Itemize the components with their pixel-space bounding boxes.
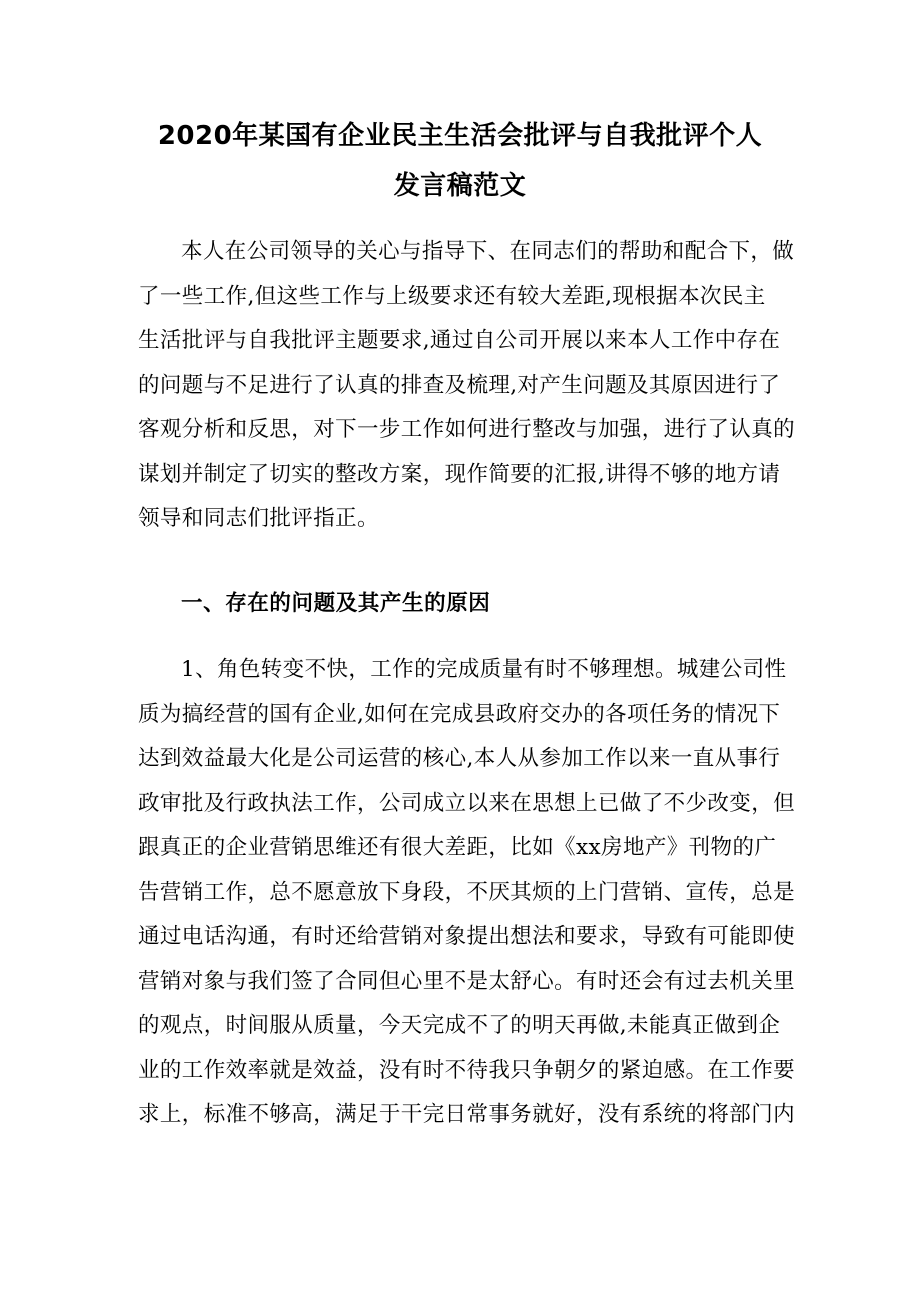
point-1-line: 跟真正的企业营销思维还有很大差距，比如《xx房地产》刊物的广 bbox=[138, 835, 777, 860]
point-1-line: 达到效益最大化是公司运营的核心,本人从参加工作以来一直从事行 bbox=[138, 746, 781, 771]
intro-line: 的问题与不足进行了认真的排查及梳理,对产生问题及其原因进行了 bbox=[138, 372, 781, 398]
point-1-line: 1、角色转变不快，工作的完成质量有时不够理想。城建公司性 bbox=[181, 657, 787, 682]
point-1-line: 通过电话沟通，有时还给营销对象提出想法和要求，导致有可能即使 bbox=[138, 924, 796, 949]
point-1-line: 告营销工作，总不愿意放下身段，不厌其烦的上门营销、宣传，总是 bbox=[138, 879, 796, 905]
intro-line: 生活批评与自我批评主题要求,通过自公司开展以来本人工作中存在 bbox=[138, 328, 781, 353]
intro-line: 领导和同志们批评指正。 bbox=[138, 506, 379, 531]
point-1-line: 政审批及行政执法工作，公司成立以来在思想上已做了不少改变，但 bbox=[138, 790, 796, 816]
document-title-line-2: 发言稿范文 bbox=[393, 171, 527, 201]
intro-paragraph bbox=[138, 230, 796, 542]
point-1-line: 质为搞经营的国有企业,如何在完成县政府交办的各项任务的情况下 bbox=[138, 701, 781, 727]
point-1-paragraph bbox=[138, 648, 796, 1138]
point-1-line: 求上，标准不够高，满足于干完日常事务就好，没有系统的将部门内 bbox=[138, 1102, 796, 1127]
intro-line: 谋划并制定了切实的整改方案，现作简要的汇报,讲得不够的地方请 bbox=[138, 461, 781, 487]
section-heading: 一、存在的问题及其产生的原因 bbox=[181, 591, 491, 616]
point-1-line: 的观点，时间服从质量，今天完成不了的明天再做,未能真正做到企 bbox=[138, 1013, 781, 1038]
intro-line: 了一些工作,但这些工作与上级要求还有较大差距,现根据本次民主 bbox=[138, 283, 766, 309]
intro-line: 客观分析和反思，对下一步工作如何进行整改与加强，进行了认真的 bbox=[138, 417, 796, 442]
point-1-line: 营销对象与我们签了合同但心里不是太舒心。有时还会有过去机关里 bbox=[138, 968, 796, 994]
document-title-line-1: 2020年某国有企业民主生活会批评与自我批评个人 bbox=[157, 121, 763, 151]
intro-line: 本人在公司领导的关心与指导下、在同志们的帮助和配合下，做 bbox=[181, 239, 795, 264]
point-1-line: 业的工作效率就是效益，没有时不待我只争朝夕的紧迫感。在工作要 bbox=[138, 1057, 796, 1083]
